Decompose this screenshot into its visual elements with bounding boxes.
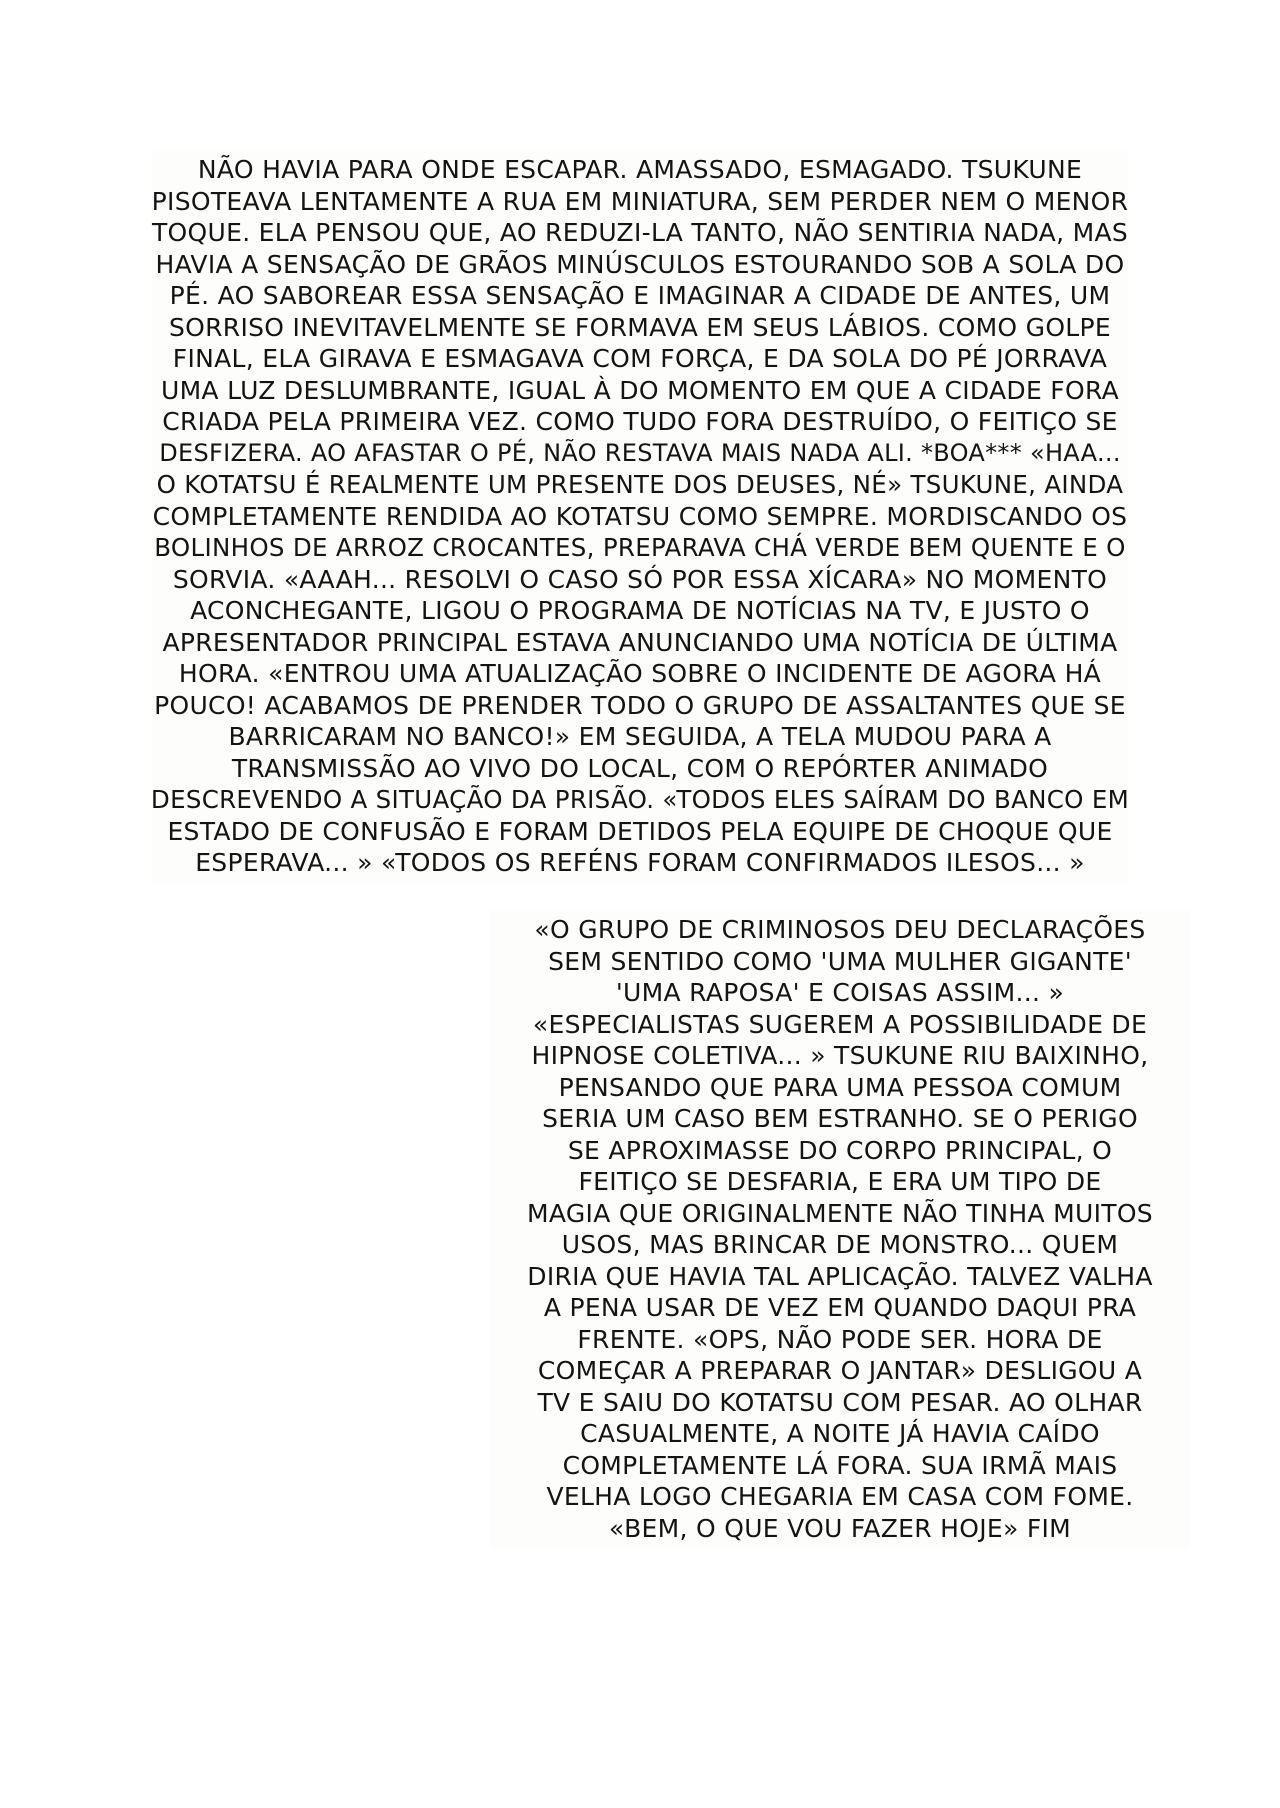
text-line: FRENTE. «OPS, NÃO PODE SER. HORA DE (577, 1324, 1103, 1354)
text-line: PENSANDO QUE PARA UMA PESSOA COMUM (558, 1072, 1122, 1102)
text-line: SERIA UM CASO BEM ESTRANHO. SE O PERIGO (542, 1104, 1138, 1133)
text-line: CASUALMENTE, A NOITE JÁ HAVIA CAÍDO (580, 1419, 1100, 1448)
text-line: TV E SAIU DO KOTATSU COM PESAR. AO OLHAR (537, 1387, 1143, 1417)
text-line: FINAL, ELA GIRAVA E ESMAGAVA COM FORÇA, E DA SOLA DO PÉ JORRAVA (172, 344, 1108, 373)
lower-text-block (490, 910, 1190, 1548)
text-line: VELHA LOGO CHEGARIA EM CASA COM FOME. (546, 1482, 1134, 1511)
text-line: «O GRUPO DE CRIMINOSOS DEU DECLARAÇÕES (534, 915, 1146, 944)
text-line: APRESENTADOR PRINCIPAL ESTAVA ANUNCIANDO UMA NOTÍCIA DE ÚLTIMA (162, 627, 1118, 657)
text-line: BOLINHOS DE ARROZ CROCANTES, PREPARAVA CHÁ VERDE BEM QUENTE E O (154, 533, 1126, 562)
text-line: «BEM, O QUE VOU FAZER HOJE» FIM (608, 1513, 1072, 1543)
text-line: UMA LUZ DESLUMBRANTE, IGUAL À DO MOMENTO EM QUE A CIDADE FORA (160, 375, 1120, 405)
upper-text-block (150, 150, 1130, 883)
text-line: ACONCHEGANTE, LIGOU O PROGRAMA DE NOTÍCIAS NA TV, E JUSTO O (190, 596, 1090, 625)
text-line: BARRICARAM NO BANCO!» EM SEGUIDA, A TELA MUDOU PARA A (228, 722, 1052, 751)
text-line: USOS, MAS BRINCAR DE MONSTRO... QUEM (561, 1230, 1119, 1259)
text-line: NÃO HAVIA PARA ONDE ESCAPAR. AMASSADO, ESMAGADO. TSUKUNE (197, 155, 1083, 184)
text-line: SEM SENTIDO COMO 'UMA MULHER GIGANTE' (548, 946, 1132, 976)
text-line: HORA. «ENTROU UMA ATUALIZAÇÃO SOBRE O INCIDENTE DE AGORA HÁ (178, 659, 1102, 688)
text-line: SORRISO INEVITAVELMENTE SE FORMAVA EM SEUS LÁBIOS. COMO GOLPE (168, 312, 1112, 342)
text-line: MAGIA QUE ORIGINALMENTE NÃO TINHA MUITOS (527, 1198, 1153, 1228)
text-line: A PENA USAR DE VEZ EM QUANDO DAQUI PRA (543, 1293, 1137, 1322)
text-line: ESPERAVA... » «TODOS OS REFÉNS FORAM CONFIRMADOS ILESOS... » (195, 848, 1085, 877)
text-line: HAVIA A SENSAÇÃO DE GRÃOS MINÚSCULOS ESTOURANDO SOB A SOLA DO (155, 249, 1125, 279)
text-line: DESCREVENDO A SITUAÇÃO DA PRISÃO. «TODOS ELES SAÍRAM DO BANCO EM (150, 785, 1130, 814)
text-line: 'UMA RAPOSA' E COISAS ASSIM... » (615, 978, 1065, 1007)
text-line: COMPLETAMENTE RENDIDA AO KOTATSU COMO SEMPRE. MORDISCANDO OS (152, 501, 1128, 531)
text-line: CRIADA PELA PRIMEIRA VEZ. COMO TUDO FORA DESTRUÍDO, O FEITIÇO SE (162, 407, 1118, 436)
text-line: SE APROXIMASSE DO CORPO PRINCIPAL, O (567, 1135, 1113, 1165)
text-line: DIRIA QUE HAVIA TAL APLICAÇÃO. TALVEZ VALHA (527, 1261, 1153, 1291)
text-line: O KOTATSU É REALMENTE UM PRESENTE DOS DEUSES, NÉ» TSUKUNE, AINDA (156, 470, 1124, 499)
text-line: PISOTEAVA LENTAMENTE A RUA EM MINIATURA, SEM PERDER NEM O MENOR (151, 186, 1129, 216)
text-line: COMEÇAR A PREPARAR O JANTAR» DESLIGOU A (537, 1356, 1143, 1385)
text-line: ESTADO DE CONFUSÃO E FORAM DETIDOS PELA EQUIPE DE CHOQUE QUE (167, 816, 1113, 846)
text-line: DESFIZERA. AO AFASTAR O PÉ, NÃO RESTAVA MAIS NADA ALI. *BOA*** «HAA... (159, 438, 1121, 467)
text-line: HIPNOSE COLETIVA... » TSUKUNE RIU BAIXINHO, (531, 1041, 1149, 1070)
text-line: «ESPECIALISTAS SUGEREM A POSSIBILIDADE DE (532, 1009, 1148, 1039)
text-line: POUCO! ACABAMOS DE PRENDER TODO O GRUPO DE ASSALTANTES QUE SE (154, 690, 1126, 720)
text-line: FEITIÇO SE DESFARIA, E ERA UM TIPO DE (578, 1167, 1102, 1196)
text-line: PÉ. AO SABOREAR ESSA SENSAÇÃO E IMAGINAR A CIDADE DE ANTES, UM (169, 281, 1111, 310)
text-line: SORVIA. «AAAH... RESOLVI O CASO SÓ POR ESSA XÍCARA» NO MOMENTO (172, 564, 1108, 594)
text-line: TRANSMISSÃO AO VIVO DO LOCAL, COM O REPÓRTER ANIMADO (231, 753, 1049, 783)
text-line: TOQUE. ELA PENSOU QUE, AO REDUZI-LA TANTO, NÃO SENTIRIA NADA, MAS (151, 218, 1129, 247)
text-line: COMPLETAMENTE LÁ FORA. SUA IRMÃ MAIS (562, 1450, 1118, 1480)
